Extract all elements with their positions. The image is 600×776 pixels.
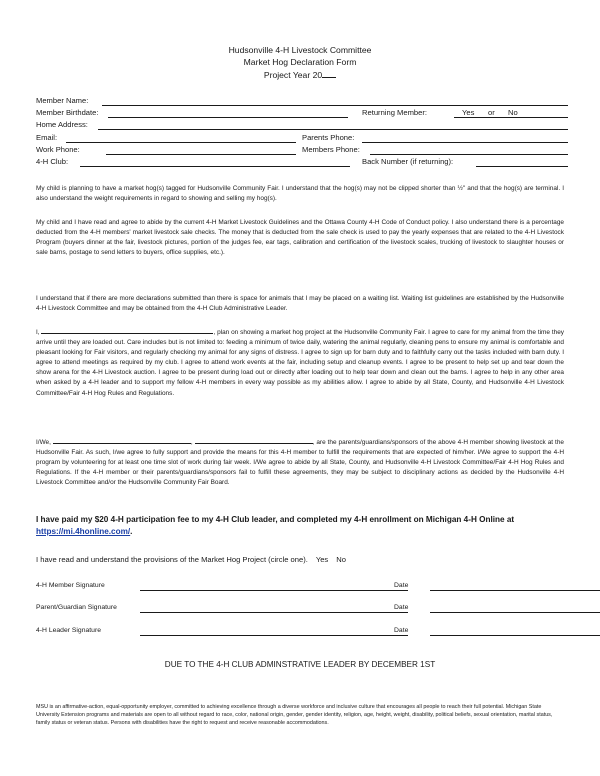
member-name-field[interactable] (102, 105, 568, 106)
paragraph-parent-agreement (36, 436, 564, 488)
member-name-label: Member Name: (36, 96, 89, 105)
project-year-blank[interactable] (322, 68, 336, 78)
member-info-fields (36, 96, 568, 169)
parent-date-field[interactable] (430, 612, 600, 613)
provisions-yes[interactable]: Yes (315, 555, 329, 564)
provisions-acknowledgement (36, 555, 346, 564)
parent-agreement-comma: , (190, 439, 193, 446)
project-year-label: Project Year 20 (263, 70, 323, 80)
member-signature-field[interactable] (140, 590, 408, 591)
birthdate-row (36, 108, 568, 120)
leader-signature-label: 4-H Leader Signature (36, 627, 101, 634)
form-title: Market Hog Declaration Form (243, 57, 357, 67)
msu-disclaimer: MSU is an affirmative-action, equal-opportunity employer, committed to achieving excellence through a diverse workforce and inclusive culture that encourages all people to reach their full potential. Michigan State University Extension programs and materials are open to all without regard to race, color, national origin, gender, gender identity, religion, age, height, weight, disability, political beliefs, sexual orientation, marital status, family status or veteran status. Persons with disabilities have the right to request and receive reasonable accommodations. (36, 704, 553, 726)
member-agreement-start: I, (36, 329, 40, 336)
parent-signature-row (36, 604, 568, 616)
paragraph-clipping: My child is planning to have a market hog(s) tagged for Hudsonville Community Fair. I understand that the hog(s) may not be clipped shorter than ½" and that the hog(s) are terminal. I also understand the weight requirements in regard to showing and selling my hog(s). (36, 185, 564, 203)
work-phone-row (36, 145, 568, 157)
returning-yes[interactable]: Yes (462, 108, 475, 118)
4honline-link[interactable]: https://mi.4honline.com/ (36, 527, 131, 536)
paid-fee-statement (36, 514, 568, 538)
club-label: 4-H Club: (36, 156, 69, 166)
paid-fee-period: . (130, 527, 133, 536)
back-number-label: Back Number (if returning): (362, 156, 454, 166)
email-label: Email: (36, 132, 58, 142)
provisions-text: I have read and understand the provisions of the Market Hog Project (circle one). (36, 555, 308, 564)
work-phone-field[interactable] (106, 154, 296, 155)
returning-no[interactable]: No (508, 108, 518, 118)
leader-signature-field[interactable] (140, 635, 408, 636)
paragraph-guidelines: My child and I have read and agree to abide by the current 4-H Market Livestock Guidelines and the Ottawa County 4-H Code of Conduct policy. I also understand there is a percentage deducted from the 4-H members' market livestock sale checks. The money that is deducted from the sale check is used to pay the yearly expenses that are related to the 4-H Livestock Program (buyers dinner at the fair, livestock pictures, portion of the judges fee, ear tags, calibration and certification of the livestock scales, trucking of livestock to slaughter houses or sale barns, postage to send letters to buyers, office supplies, etc.). (36, 219, 564, 257)
parents-phone-field[interactable] (362, 142, 568, 143)
provisions-no[interactable]: No (336, 555, 346, 564)
members-phone-field[interactable] (370, 154, 568, 155)
parent-agreement-start: I/We, (36, 439, 51, 446)
home-address-field[interactable] (98, 129, 568, 130)
email-field[interactable] (66, 142, 296, 143)
member-signature-label: 4-H Member Signature (36, 582, 105, 589)
back-number-field[interactable] (476, 166, 568, 167)
paid-fee-text: I have paid my $20 4-H participation fee to my 4-H Club leader, and completed my 4-H enrollment on Michigan 4-H Online at (36, 515, 515, 524)
returning-member-field (454, 117, 568, 118)
member-name-row (36, 96, 568, 108)
member-signature-row (36, 582, 568, 594)
paragraph-waiting-list: I understand that if there are more declarations submitted than there is space for animals that I may be placed on a waiting list. Waiting list guidelines are established by the Hudsonville 4-H Livestock Committee and may be obtained from the 4-H Club Administrative Leader. (36, 295, 564, 313)
member-name-blank[interactable] (41, 326, 213, 334)
due-date-notice: DUE TO THE 4-H CLUB ADMINSTRATIVE LEADER BY DECEMBER 1ST (164, 660, 436, 669)
members-phone-label: Members Phone: (302, 144, 360, 154)
home-address-label: Home Address: (36, 120, 88, 130)
work-phone-label: Work Phone: (36, 144, 80, 154)
parent-name-blank-2[interactable] (195, 436, 313, 444)
parent-agreement-text: , are the parents/guardians/sponsors of the above 4-H member showing livestock at the Hudsonville Fair. As such, I/we agree to fully support and provide the means for this 4-H member to fulfill the requirements that are expected of him/her. I/We agree to support the 4-H program by volunteering for at least one time slot of work during fair week. I/We agree to abide by all State, County, and Hudsonville 4-H Livestock Committee/Fair 4-H Hog Rules and Regulations. If the 4-H member or their parents/guardians/sponsors fail to fulfill these agreements, they may be subject to disciplinary actions as decided by the Hudsonville 4-H Livestock Committee and/or the Hudsonville Community Fair Board. (36, 439, 564, 487)
committee-title: Hudsonville 4-H Livestock Committee (228, 45, 372, 55)
form-header (0, 44, 600, 81)
member-date-field[interactable] (430, 590, 600, 591)
club-row (36, 157, 568, 169)
member-agreement-text: , plan on showing a market hog project at the Hudsonville Community Fair. I agree to care for my animal from the time they arrive until they are loaded out. Care includes but is not limited to: feeding a minimum of twice daily, watering the animal regularly, cleaning pens to ensure my animal is comfortable and pleasant looking for Fair visitors, and regularly checking my animal for any signs of distress. I agree to sign up for barn duty and to faithfully carry out the tasks included with barn duty. I agree to attend meetings as required by my club. I agree to attend work events at the fair, including setup and cleanup events. I agree to be present to help set up and tear down the show arena for the 4-H Livestock auction. I agree to be present during load out or directly after loading out to help tear down and clean out the barns. I agree to help in any other area when asked by a 4-H leader and to support my fellow 4-H members in every way possible as my abilities allow. I agree to abide by all State, County, and Hudsonville 4-H Livestock Committee/Fair 4-H Hog Rules and Regulations. (36, 329, 564, 397)
leader-date-label: Date (394, 627, 409, 634)
club-field[interactable] (80, 166, 350, 167)
parent-signature-field[interactable] (140, 612, 408, 613)
parent-name-blank-1[interactable] (53, 436, 191, 444)
member-birthdate-label: Member Birthdate: (36, 108, 99, 118)
paragraph-member-agreement (36, 326, 564, 399)
project-year (0, 68, 600, 81)
leader-date-field[interactable] (430, 635, 600, 636)
member-birthdate-field[interactable] (108, 117, 348, 118)
home-address-row (36, 120, 568, 132)
leader-signature-row (36, 627, 568, 639)
member-date-label: Date (394, 582, 409, 589)
parent-signature-label: Parent/Guardian Signature (36, 604, 117, 611)
returning-member-label: Returning Member: (362, 108, 427, 118)
parent-date-label: Date (394, 604, 409, 611)
returning-or: or (488, 108, 495, 118)
email-row (36, 133, 568, 145)
parents-phone-label: Parents Phone: (302, 132, 355, 142)
